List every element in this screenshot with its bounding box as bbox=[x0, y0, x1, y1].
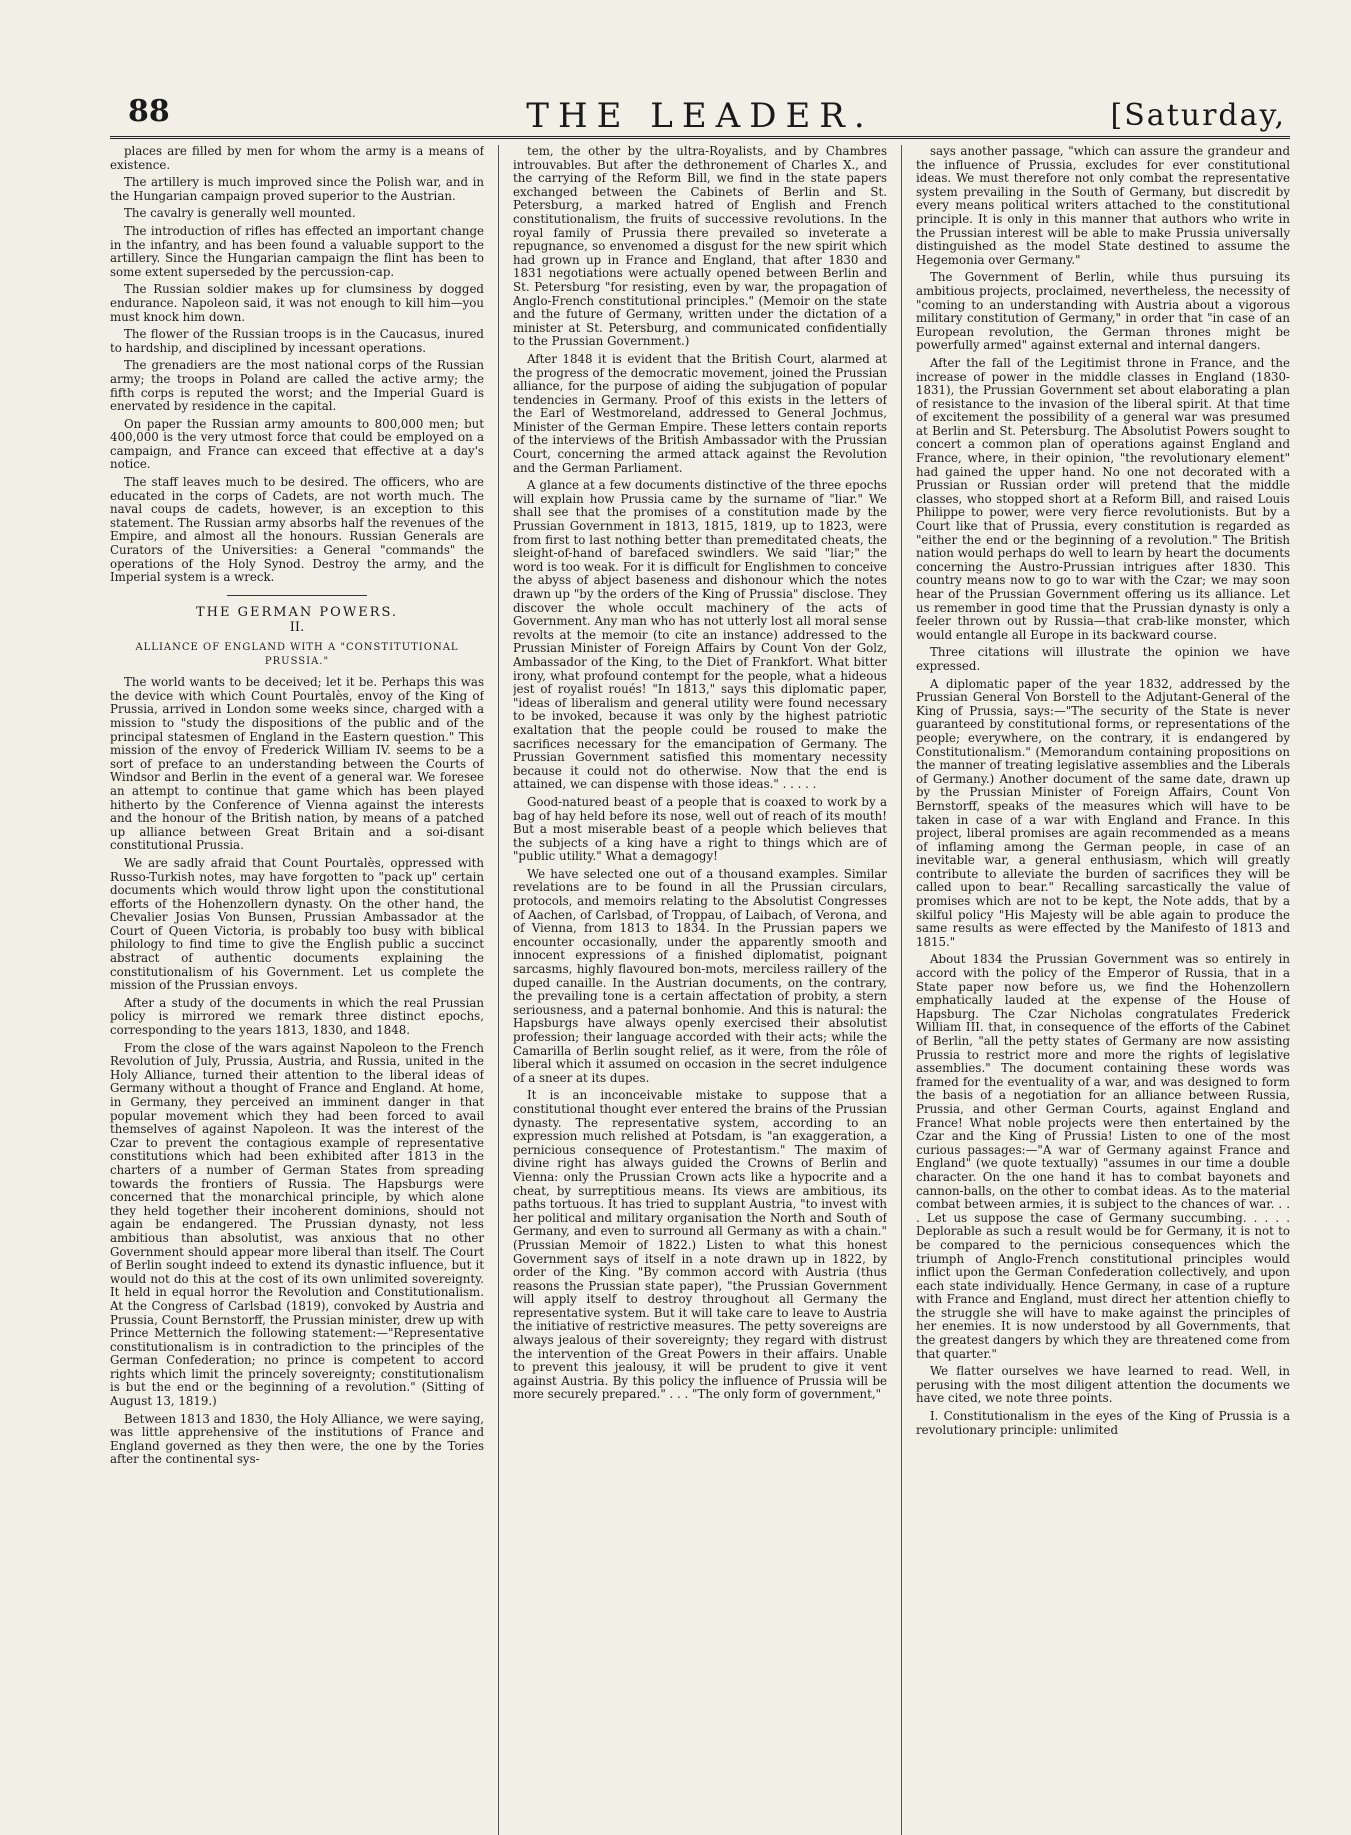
paragraph: A diplomatic paper of the year 1832, addressed by the Prussian General Von Borstell to the Adjutant-General of the King of Prussia, says:—"The security of the State is never guaranteed by constitutional forms, or representations of the people; everywhere, on the contrary, it is endangered by Constitutionalism." (Memorandum containing propositions on the manner of treating legislative assemblies and the Liberals of Germany.) Another document of the same date, drawn up by the Prussian Minister of Foreign Affairs, Count Von Bernstorff, speaks of the measures which will have to be taken in case of a war with England and France. In this project, liberal promises are again recommended as a means of inflaming among the German people, in case of an inevitable war, a general enthusiasm, which will greatly contribute to alleviate the burden of sacrifices they will be called upon to bear." Recalling sarcastically the value of promises which are not to be kept, the Note adds, that by a skilful policy "His Majesty will be able again to produce the same results as were effected by the Manifesto of 1813 and 1815." bbox=[916, 676, 1290, 949]
column-2 bbox=[513, 145, 887, 1835]
column-3 bbox=[916, 145, 1290, 1835]
paragraph: After the fall of the Legitimist throne in France, and the increase of power in the middle classes in England (1830-1831), the Prussian Government set about elaborating a plan of resistance to the invasion of the liberal spirit. At that time of excitement the possibility of a general war was presumed at Berlin and St. Petersburg. The Absolutist Powers sought to concert a common plan of operations against England and France, where, in their opinion, "the revolutionary element" had gained the upper hand. No one not decorated with a Prussian or Russian order will pretend that the middle classes, who stopped short at a Reform Bill, and raised Louis Philippe to power, were very fierce revolutionists. But by a Court like that of Prussia, every constitution is regarded as "either the end or the beginning of a revolution." The British nation would perhaps do well to learn by heart the documents concerning the Austro-Prussian intrigues after 1830. This country means now to go to war with the Czar; we may soon hear of the Prussian Government offering us its alliance. Let us remember in good time that the Prussian dynasty is only a feeler thrown out by Russia—that crab-like monster, which would entangle all Europe in its backward course. bbox=[916, 355, 1290, 642]
paper-title: THE LEADER. bbox=[526, 96, 874, 136]
paragraph: We are sadly afraid that Count Pourtalès, oppressed with Russo-Turkish notes, may have forgotten to "pack up" certain documents which would throw light upon the constitutional efforts of the Hohenzollern dynasty. On the other hand, the Chevalier Josias Von Bunsen, Prussian Ambassador at the Court of Queen Victoria, is probably too busy with biblical philology to find time to give the English public a succinct abstract of authentic documents explaining the constitutionalism of his Government. Let us complete the mission of the Prussian envoys. bbox=[110, 855, 484, 993]
paragraph: I. Constitutionalism in the eyes of the King of Prussia is a revolutionary principle: unlimited bbox=[916, 1409, 1290, 1437]
day-label: [Saturday, bbox=[1110, 98, 1286, 133]
paragraph: The grenadiers are the most national corps of the Russian army; the troops in Poland are called the active army; the fifth corps is reputed the worst; and the Imperial Guard is enervated by residence in the capital. bbox=[110, 358, 484, 414]
section-heading: THE GERMAN POWERS. bbox=[195, 604, 399, 620]
paragraph: places are filled by men for whom the army is a means of existence. bbox=[110, 145, 484, 172]
paragraph: The flower of the Russian troops is in the Caucasus, inured to hardship, and disciplined by incessant operations. bbox=[110, 327, 484, 355]
masthead bbox=[110, 92, 1290, 139]
paragraph: The introduction of rifles has effected an important change in the infantry, and has been found a valuable support to the artillery. Since the Hungarian campaign the flint has been to some extent superseded by the percussion-cap. bbox=[110, 223, 484, 279]
paragraph: Between 1813 and 1830, the Holy Alliance, we were saying, was little apprehensive of the institutions of France and England governed as they then were, the one by the Tories after the continental sys- bbox=[110, 1411, 484, 1467]
paragraph: The staff leaves much to be desired. The officers, who are educated in the corps of Cadets, are not worth much. The naval coups de cadets, however, is an exception to this statement. The Russian army absorbs half the revenues of the Empire, and almost all the honours. Russian Generals are Curators of the Universities: a General "commands" the operations of the Holy Synod. Destroy the army, and the Imperial system is a wreck. bbox=[110, 475, 484, 585]
paragraph: We flatter ourselves we have learned to read. Well, in perusing with the most diligent attention the documents we have cited, we note three points. bbox=[916, 1364, 1290, 1406]
column-1 bbox=[110, 145, 484, 1835]
paragraph: After 1848 it is evident that the British Court, alarmed at the progress of the democratic movement, joined the Prussian alliance, for the purpose of aiding the subjugation of popular tendencies in Germany. Proof of this exists in the letters of the Earl of Westmoreland, addressed to General Jochmus, Minister of the German Empire. These letters contain reports of the interviews of the British Ambassador with the Prussian Court, concerning the armed attack against the Revolution and the German Parliament. bbox=[513, 351, 887, 475]
paragraph: Three citations will illustrate the opinion we have expressed. bbox=[916, 645, 1290, 673]
paragraph: The Government of Berlin, while thus pursuing its ambitious projects, proclaimed, nevertheless, the necessity of "coming to an understanding with Austria about a vigorous military constitution of Germany," in order that "in case of an European revolution, the German thrones might be powerfully armed" against external and internal dangers. bbox=[916, 270, 1290, 353]
column-rule bbox=[498, 145, 499, 1835]
text-columns bbox=[110, 145, 1290, 1835]
paragraph: From the close of the wars against Napoleon to the French Revolution of July, Prussia, Austria, and Russia, united in the Holy Alliance, turned their attention to the liberal ideas of Germany without a thought of France and England. At home, in Germany, they perceived an imminent danger in that popular movement which they had been forced to avail themselves of against Napoleon. It was the interest of the Czar to prevent the contagious example of representative constitutions which had been exhibited after 1813 in the charters of a number of German States from spreading towards the frontiers of Russia. The Hapsburgs were concerned that the monarchical principle, by which alone they held together their incoherent dominions, should not again be endangered. The Prussian dynasty, not less ambitious than absolutist, was anxious that no other Government should appear more liberal than itself. The Court of Berlin sought indeed to extend its dynastic influence, but it would not do this at the cost of its own unlimited sovereignty. It held in equal horror the Revolution and Constitutionalism. At the Congress of Carlsbad (1819), convoked by Austria and Prussia, Count Bernstorff, the Prussian minister, drew up with Prince Metternich the following statement:—"Representative constitutionalism is in contradiction to the principles of the German Confederation; no prince is competent to accord rights which limit the princely sovereignty; constitutionalism is but the end or the beginning of a revolution." (Sitting of August 13, 1819.) bbox=[110, 1040, 484, 1409]
paragraph: The cavalry is generally well mounted. bbox=[124, 206, 356, 221]
column-rule bbox=[901, 145, 902, 1835]
newspaper-page bbox=[110, 92, 1290, 1835]
paragraph: says another passage, "which can assure the grandeur and the influence of Prussia, excludes for ever constitutional ideas. We must therefore not only combat the representative system prevailing in the South of Germany, but discredit by every means political writers attached to the constitutional principle. It is only in this manner that authors who write in the Prussian interest will be able to make Prussia universally distinguished as the model State destined to assume the Hegemonia over Germany." bbox=[916, 145, 1290, 267]
section-number: II. bbox=[289, 620, 305, 636]
paragraph: A glance at a few documents distinctive of the three epochs will explain how Prussia came by the surname of "liar." We shall see that the promises of a constitution made by the Prussian Government in 1813, 1815, 1819, up to 1823, were from first to last nothing better than premeditated cheats, the sleight-of-hand of barefaced swindlers. We said "liar;" the word is too weak. For it is difficult for Englishmen to conceive the abyss of abject baseness and dishonour which the notes drawn up "by the orders of the King of Prussia" disclose. They discover the whole occult machinery of the acts of Government. Any man who has not utterly lost all moral sense revolts at the memoir (to cite an instance) addressed to the Prussian Minister of Foreign Affairs by Count Von der Golz, Ambassador of the King, to the Diet of Frankfort. What bitter irony, what profound contempt for the people, what a hideous jest of royalist roués! "In 1813," says this diplomatic paper, "ideas of liberalism and general utility were found necessary to be invoked, because it was only by the highest patriotic exaltation that the people could be roused to make the sacrifices necessary for the emancipation of Germany. The Prussian Government satisfied this momentary necessity because it could not do otherwise. Now that the end is attained, we can dispense with those ideas." . . . . . bbox=[513, 478, 887, 792]
paragraph: The Russian soldier makes up for clumsiness by dogged endurance. Napoleon said, it was not enough to kill him—you must knock him down. bbox=[110, 282, 484, 324]
paragraph: After a study of the documents in which the real Prussian policy is mirrored we remark three distinct epochs, corresponding to the years 1813, 1830, and 1848. bbox=[110, 995, 484, 1038]
paragraph: Good-natured beast of a people that is coaxed to work by a bag of hay held before its nose, well out of reach of its mouth! But a most miserable beast of a people which believes that the subjects of a king have a right to things which are of "public utility." What a demagogy! bbox=[513, 794, 887, 864]
paragraph: The world wants to be deceived; let it be. Perhaps this was the device with which Count Pourtalès, envoy of the King of Prussia, arrived in London some weeks since, charged with a mission to "study the dispositions of the public and of the principal statesmen of England in the Eastern question." This mission of the envoy of Frederick William IV. seems to be a sort of preface to an understanding between the Courts of Windsor and Berlin in the event of a general war. We foresee an attempt to continue that game which has been played hitherto by the Conference of Vienna against the interests and the honour of the British nation, by means of a patched up alliance between Great Britain and a soi-disant constitutional Prussia. bbox=[110, 675, 484, 853]
paragraph: On paper the Russian army amounts to 800,000 men; but 400,000 is the very utmost force that could be employed on a campaign, and France can exceed that effective at a day's notice. bbox=[110, 416, 484, 472]
paragraph: We have selected one out of a thousand examples. Similar revelations are to be found in all the Prussian circulars, protocols, and memoirs relating to the Absolutist Congresses of Aachen, of Carlsbad, of Troppau, of Laibach, of Verona, and of Vienna, from 1813 to 1834. In the Prussian papers we encounter occasionally, under the apparently smooth and innocent expressions of a finished diplomatist, poignant sarcasms, highly flavoured bon-mots, merciless raillery of the duped canaille. In the Austrian documents, on the contrary, the prevailing tone is a certain affectation of probity, a stern seriousness, and a paternal bonhomie. And this is natural: the Hapsburgs have always openly exercised their absolutist profession; their language accorded with their acts; while the Camarilla of Berlin sought relief, as it were, from the rôle of liberal which it assumed on occasion in the secret indulgence of a sneer at its dupes. bbox=[513, 866, 887, 1085]
paragraph: tem, the other by the ultra-Royalists, and by Chambres introuvables. But after the dethronement of Charles X., and the carrying of the Reform Bill, we find in the state papers exchanged between the Cabinets of Berlin and St. Petersburg, a marked hatred of English and French constitutionalism, the fruits of successive revolutions. In the royal family of Prussia there prevailed so inveterate a repugnance, so envenomed a disgust for the new spirit which had grown up in France and England, that after 1830 and 1831 negotiations were actually opened between Berlin and St. Petersburg "for resisting, even by war, the propagation of Anglo-French constitutional principles." (Memoir on the state and the future of Germany, written under the dictation of a minister at St. Petersburg, and communicated confidentially to the Prussian Government.) bbox=[513, 145, 887, 349]
paragraph: About 1834 the Prussian Government was so entirely in accord with the policy of the Emperor of Russia, that in a State paper now before us, we find the Hohenzollern emphatically lauded at the expense of the House of Hapsburg. The Czar Nicholas congratulates Frederick William III. that, in consequence of the efforts of the Cabinet of Berlin, "all the petty states of Germany are now assisting Prussia to restrict more and more the rights of legislative assemblies." The document containing these words was framed for the eventuality of a war, and was designed to form the basis of a negotiation for an alliance between Russia, Prussia, and other German Courts, against England and France! What noble projects were then entertained by the Czar and the King of Prussia! Listen to one of the most curious passages:—"A war of Germany against France and England" (we quote textually) "assumes in our time a double character. On the one hand it has to combat bayonets and cannon-balls, on the other to combat ideas. As to the material combat between armies, it is subject to the chances of war. . . . Let us suppose the case of Germany succumbing. . . . . Deplorable as such a result would be for Germany, it is not to be compared to the pernicious consequences which the triumph of Anglo-French constitutional principles would inflict upon the German Confederation collectively, and upon each state individually. Hence Germany, in case of a rupture with France and England, must direct her attention chiefly to the struggle she will have to make against the principles of her enemies. It is now understood by all Governments, that the greatest dangers by which they are threatened come from that quarter." bbox=[916, 952, 1290, 1361]
section-subtitle: ALLIANCE OF ENGLAND WITH A "CONSTITUTIONAL PRUSSIA." bbox=[135, 642, 459, 667]
section-divider bbox=[227, 595, 367, 596]
paragraph: It is an inconceivable mistake to suppose that a constitutional thought ever entered the brains of the Prussian dynasty. The representative system, according to an expression much relished at Potsdam, is "an exaggeration, a pernicious consequence of Protestantism." The maxim of divine right has always guided the Crowns of Berlin and Vienna: only the Prussian Crown acts like a hypocrite and a cheat, by surreptitious means. Its views are ambitious, its paths tortuous. It has tried to supplant Austria, "to invest with her political and military organisation the North and South of Germany, and even to surround all Germany as with a chain." (Prussian Memoir of 1822.) Listen to what this honest Government says of itself in a note drawn up in 1822, by order of the King. "By common accord with Austria (thus reasons the Prussian state paper), "the Prussian Government will apply itself to destroy throughout all Germany the representative system. But it will take care to leave to Austria the initiative of restrictive measures. The petty sovereigns are always jealous of their sovereignty; they regard with distrust the intervention of the Great Powers in their affairs. Unable to prevent this jealousy, it will be prudent to give it vent against Austria. By this policy the influence of Prussia will be more securely prepared." . . . "The only form of government," bbox=[513, 1088, 887, 1402]
paragraph: The artillery is much improved since the Polish war, and in the Hungarian campaign proved superior to the Austrian. bbox=[110, 175, 484, 203]
page-number: 88 bbox=[128, 94, 170, 129]
